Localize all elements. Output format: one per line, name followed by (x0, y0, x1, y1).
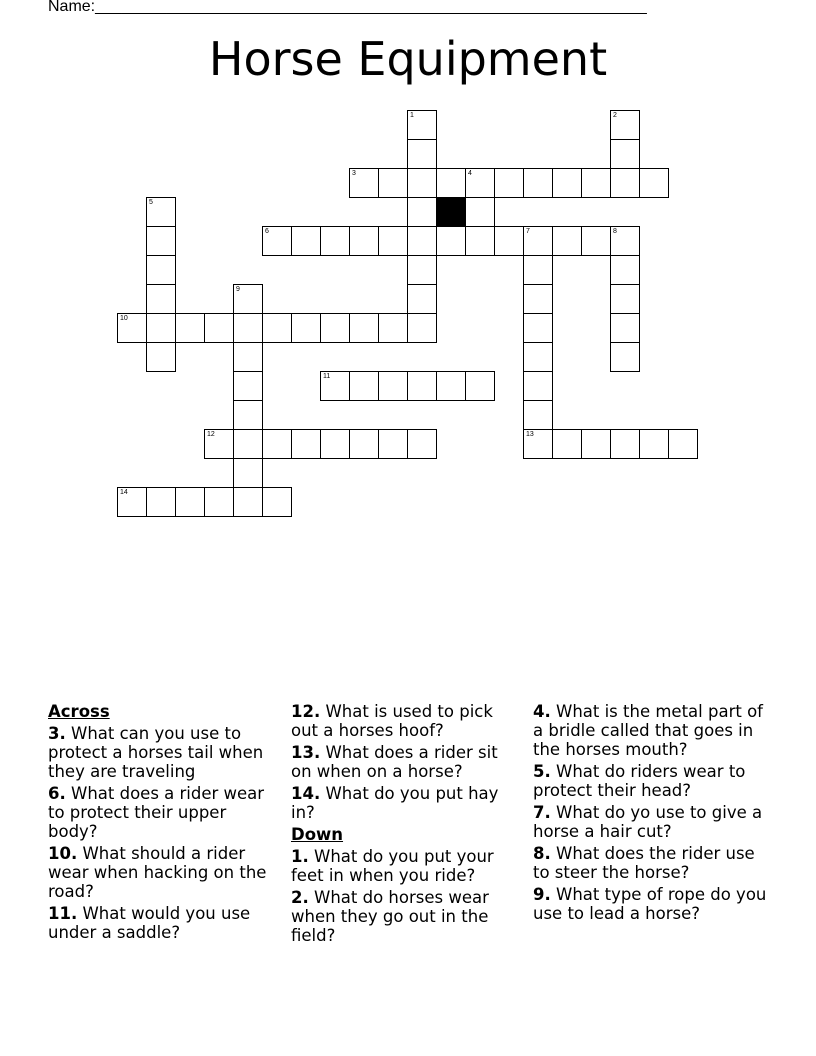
grid-cell[interactable] (407, 168, 437, 198)
down-clue (533, 762, 773, 800)
grid-cell[interactable] (610, 110, 640, 140)
clue-number-label: 5 (149, 199, 153, 206)
grid-cell[interactable] (146, 313, 176, 343)
across-clue (48, 724, 280, 781)
grid-cell[interactable] (523, 342, 553, 372)
grid-cell[interactable] (523, 313, 553, 343)
grid-cell[interactable] (320, 429, 350, 459)
grid-cell[interactable] (146, 255, 176, 285)
grid-cell[interactable] (349, 313, 379, 343)
clue-number-label: 10 (120, 315, 128, 322)
grid-cell[interactable] (407, 197, 437, 227)
grid-cell[interactable] (262, 313, 292, 343)
clue-number: 2. (291, 888, 309, 907)
grid-cell[interactable] (552, 226, 582, 256)
grid-cell[interactable] (320, 226, 350, 256)
clue-number-label: 8 (613, 228, 617, 235)
grid-cell[interactable] (378, 371, 408, 401)
clue-text: What can you use to protect a horses tail when they are traveling (48, 724, 264, 781)
clue-number: 1. (291, 847, 309, 866)
grid-cell[interactable] (494, 226, 524, 256)
grid-cell[interactable] (407, 110, 437, 140)
clue-number: 13. (291, 743, 321, 762)
clue-number-label: 12 (207, 431, 215, 438)
clue-number-label: 14 (120, 489, 128, 496)
grid-cell[interactable] (146, 197, 176, 227)
grid-cell[interactable] (291, 313, 321, 343)
grid-cell[interactable] (552, 168, 582, 198)
across-clue (291, 743, 513, 781)
grid-cell[interactable] (639, 429, 669, 459)
clue-text: What would you use under a saddle? (48, 904, 251, 942)
clue-number-label: 2 (613, 112, 617, 119)
grid-cell[interactable] (146, 284, 176, 314)
grid-cell[interactable] (146, 487, 176, 517)
clue-number-label: 7 (526, 228, 530, 235)
grid-cell[interactable] (175, 487, 205, 517)
down-clue (533, 844, 773, 882)
grid-cell[interactable] (581, 168, 611, 198)
clue-number-label: 4 (468, 170, 472, 177)
grid-cell[interactable] (581, 429, 611, 459)
clue-text: What do riders wear to protect their head? (533, 762, 746, 800)
clue-number: 12. (291, 702, 321, 721)
grid-cell[interactable] (233, 429, 263, 459)
grid-cell[interactable] (320, 371, 350, 401)
clue-column-3 (533, 702, 773, 926)
name-label: Name: (48, 0, 96, 15)
grid-cell[interactable] (378, 168, 408, 198)
clue-text: What do horses wear when they go out in the field? (291, 888, 489, 945)
name-line[interactable]: ______________________________________________________________ (95, 0, 647, 15)
name-field[interactable] (48, 0, 647, 16)
grid-cell[interactable] (262, 429, 292, 459)
grid-cell[interactable] (465, 226, 495, 256)
across-clue (48, 784, 280, 841)
grid-cell[interactable] (523, 400, 553, 430)
grid-cell[interactable] (233, 313, 263, 343)
grid-cell[interactable] (378, 226, 408, 256)
grid-cell[interactable] (349, 371, 379, 401)
clue-number: 5. (533, 762, 551, 781)
grid-cell[interactable] (233, 400, 263, 430)
grid-cell[interactable] (610, 168, 640, 198)
grid-cell[interactable] (407, 371, 437, 401)
grid-cell[interactable] (436, 226, 466, 256)
grid-cell[interactable] (610, 139, 640, 169)
clue-number: 11. (48, 904, 78, 923)
grid-cell[interactable] (146, 342, 176, 372)
grid-cell[interactable] (465, 371, 495, 401)
grid-cell[interactable] (291, 429, 321, 459)
black-cell (436, 197, 466, 227)
clue-number: 7. (533, 803, 551, 822)
grid-cell[interactable] (523, 168, 553, 198)
grid-cell[interactable] (407, 284, 437, 314)
grid-cell[interactable] (233, 487, 263, 517)
grid-cell[interactable] (465, 197, 495, 227)
clue-text: What should a rider wear when hacking on the road? (48, 844, 267, 901)
down-clue (533, 803, 773, 841)
grid-cell[interactable] (146, 226, 176, 256)
clue-text: What type of rope do you use to lead a horse? (533, 885, 767, 923)
clue-number: 14. (291, 784, 321, 803)
across-heading: Across (48, 702, 110, 721)
grid-cell[interactable] (610, 284, 640, 314)
across-clue (291, 702, 513, 740)
clue-number: 8. (533, 844, 551, 863)
grid-cell[interactable] (233, 371, 263, 401)
clue-number: 10. (48, 844, 78, 863)
across-clue (291, 784, 513, 822)
grid-cell[interactable] (349, 168, 379, 198)
grid-cell[interactable] (378, 313, 408, 343)
grid-cell[interactable] (639, 168, 669, 198)
grid-cell[interactable] (523, 429, 553, 459)
clue-number-label: 6 (265, 228, 269, 235)
grid-cell[interactable] (581, 226, 611, 256)
grid-cell[interactable] (523, 284, 553, 314)
grid-cell[interactable] (204, 487, 234, 517)
clue-number-label: 13 (526, 431, 534, 438)
grid-cell[interactable] (610, 429, 640, 459)
grid-cell[interactable] (233, 458, 263, 488)
clue-text: What do you put your feet in when you ride? (291, 847, 494, 885)
clue-number: 4. (533, 702, 551, 721)
grid-cell[interactable] (262, 226, 292, 256)
grid-cell[interactable] (407, 255, 437, 285)
clue-number-label: 1 (410, 112, 414, 119)
grid-cell[interactable] (233, 342, 263, 372)
down-clue (533, 885, 773, 923)
down-clue (291, 888, 513, 945)
grid-cell[interactable] (523, 226, 553, 256)
clue-number: 6. (48, 784, 66, 803)
grid-cell[interactable] (465, 168, 495, 198)
grid-cell[interactable] (610, 255, 640, 285)
grid-cell[interactable] (407, 139, 437, 169)
grid-cell[interactable] (610, 342, 640, 372)
grid-cell[interactable] (291, 226, 321, 256)
down-clue (291, 847, 513, 885)
grid-cell[interactable] (668, 429, 698, 459)
clue-number-label: 11 (323, 373, 331, 380)
grid-cell[interactable] (175, 313, 205, 343)
grid-cell[interactable] (610, 313, 640, 343)
grid-cell[interactable] (436, 371, 466, 401)
clue-column-2 (291, 702, 513, 948)
clue-number-label: 3 (352, 170, 356, 177)
clue-text: What is used to pick out a horses hoof? (291, 702, 493, 740)
page-title: Horse Equipment (208, 32, 608, 86)
grid-cell[interactable] (523, 371, 553, 401)
across-clue (48, 844, 280, 901)
grid-cell[interactable] (233, 284, 263, 314)
clue-number: 9. (533, 885, 551, 904)
grid-cell[interactable] (204, 429, 234, 459)
clue-column-1 (48, 702, 280, 945)
clue-text: What does the rider use to steer the horse? (533, 844, 755, 882)
grid-cell[interactable] (117, 313, 147, 343)
grid-cell[interactable] (523, 255, 553, 285)
clue-number: 3. (48, 724, 66, 743)
clue-text: What do yo use to give a horse a hair cut? (533, 803, 763, 841)
grid-cell[interactable] (610, 226, 640, 256)
grid-cell[interactable] (262, 487, 292, 517)
grid-cell[interactable] (552, 429, 582, 459)
grid-cell[interactable] (407, 429, 437, 459)
clue-text: What does a rider sit on when on a horse? (291, 743, 498, 781)
grid-cell[interactable] (117, 487, 147, 517)
clue-text: What does a rider wear to protect their upper body? (48, 784, 265, 841)
down-heading: Down (291, 825, 344, 844)
clue-number-label: 9 (236, 286, 240, 293)
clue-text: What is the metal part of a bridle called that goes in the horses mouth? (533, 702, 763, 759)
grid-cell[interactable] (436, 168, 466, 198)
grid-cell[interactable] (407, 313, 437, 343)
down-clue (533, 702, 773, 759)
across-clue (48, 904, 280, 942)
grid-cell[interactable] (349, 226, 379, 256)
clue-text: What do you put hay in? (291, 784, 499, 822)
grid-cell[interactable] (378, 429, 408, 459)
grid-cell[interactable] (320, 313, 350, 343)
grid-cell[interactable] (494, 168, 524, 198)
grid-cell[interactable] (407, 226, 437, 256)
grid-cell[interactable] (349, 429, 379, 459)
grid-cell[interactable] (204, 313, 234, 343)
